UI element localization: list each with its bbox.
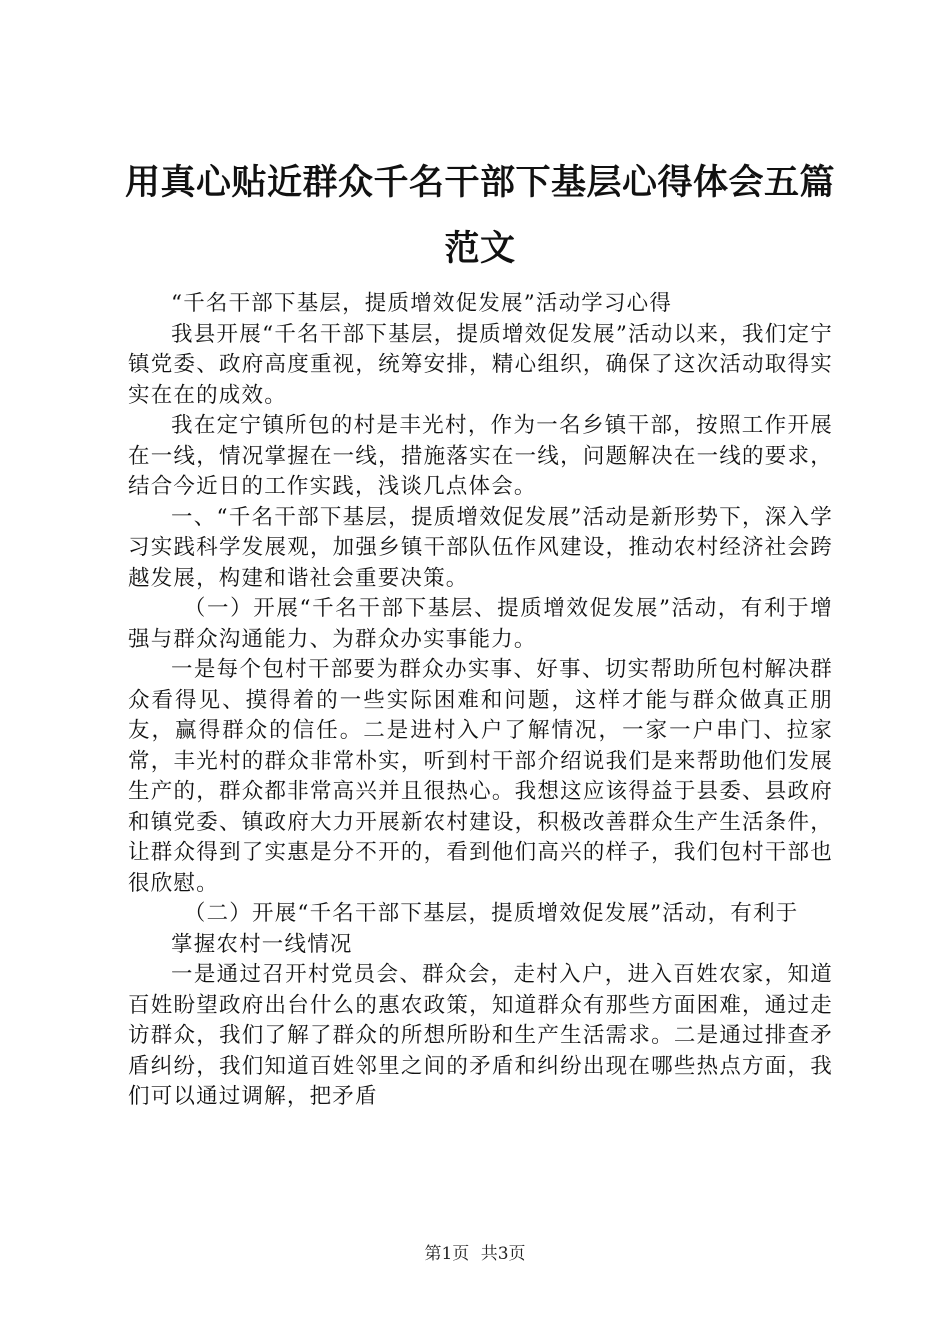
paragraph-subtitle: “千名干部下基层，提质增效促发展”活动学习心得 (171, 291, 673, 316)
page-footer (0, 1243, 950, 1265)
page-number: 第1页 (424, 1244, 470, 1264)
document-body (128, 289, 833, 1113)
section-heading-1: 一、“千名干部下基层，提质增效促发展”活动是新形势下，深入学习实践科学发展观，加强乡镇干部队伍作风建设，推动农村经济社会跨越发展，构建和谐社会重要决策。 (128, 504, 833, 591)
paragraph: 掌握农村一线情况 (171, 931, 353, 957)
paragraph: 一是通过召开村党员会、群众会，走村入户，进入百姓农家，知道百姓盼望政府出台什么的惠农政策，知道群众有那些方面困难，通过走访群众，我们了解了群众的所想所盼和生产生活需求。二是通过排查矛盾纠纷，我们知道百姓邻里之间的矛盾和纠纷出现在哪些热点方面，我们可以通过调解，把矛盾 (128, 962, 833, 1109)
subsection-heading-1: （一）开展“千名干部下基层、提质增效促发展”活动，有利于增强与群众沟通能力、为群众办实事能力。 (128, 596, 833, 652)
paragraph: 一是每个包村干部要为群众办实事、好事、切实帮助所包村解决群众看得见、摸得着的一些实际困难和问题，这样才能与群众做真正朋友，赢得群众的信任。二是进村入户了解情况，一家一户串门、拉家常，丰光村的群众非常朴实，听到村干部介绍说我们是来帮助他们发展生产的，群众都非常高兴并且很热心。我想这应该得益于县委、县政府和镇党委、镇政府大力开展新农村建设，积极改善群众生产生活条件，让群众得到了实惠是分不开的，看到他们高兴的样子，我们包村干部也很欣慰。 (128, 657, 833, 896)
subsection-heading-2: （二）开展“千名干部下基层，提质增效促发展”活动，有利于 (183, 901, 799, 926)
document-title: 用真心贴近群众千名干部下基层心得体会五篇范文 (124, 163, 835, 269)
paragraph: 我在定宁镇所包的村是丰光村，作为一名乡镇干部，按照工作开展在一线，情况掌握在一线，措施落实在一线，问题解决在一线的要求，结合今近日的工作实践，浅谈几点体会。 (128, 413, 833, 499)
paragraph: 我县开展“千名干部下基层，提质增效促发展”活动以来，我们定宁镇党委、政府高度重视，统筹安排，精心组织，确保了这次活动取得实实在在的成效。 (128, 321, 833, 408)
page-count: 共3页 (480, 1244, 526, 1264)
